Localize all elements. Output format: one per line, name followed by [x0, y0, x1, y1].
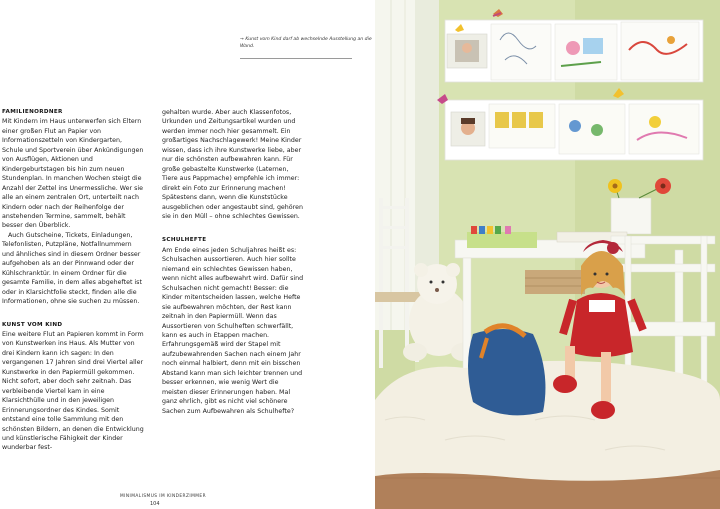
running-footer-title: MINIMALISMUS IM KINDERZIMMER [120, 494, 207, 499]
heading-kunst-vom-kind: KUNST VOM KIND [2, 321, 63, 328]
caption-text: Kunst vom Kind darf ab wechselnde Ausstellung an die Wand. [240, 37, 372, 49]
heading-schulhefte: SCHULHEFTE [162, 237, 207, 244]
paragraph: Auch Gutscheine, Tickets, Einladungen, Telefonlisten, Putzpläne, Notfallnummern und ähnliches sind in diesem Ordner besser aufgehoben als an der Pinnwand oder der Kühlschranktür. In einem Ordner für die gesamte Familie, in dem alles abgeheftet ist oder in Klarsichtfolie steckt, finden alle die Informationen, ohne sie suchen zu müssen. [2, 231, 142, 306]
page-number: 104 [150, 501, 160, 507]
fluffy-rug [375, 361, 720, 481]
photo-caption [240, 37, 375, 50]
paragraph: Mit Kindern im Haus unterwerfen sich Eltern einer großen Flut an Papier von Informationszetteln von Kindergarten, Schule und Sportverein über Ankündigungen von Ausflügen, Aktionen und Kindergeburtstagen bis hin zum neuen Stundenplan. In manchen Wochen steigt die Anzahl der Zettel ins Unermessliche. Wer sie alle an einem zentralen Ort, unterteilt nach Kindern oder nach der Reihenfolge der anstehenden Termine, sammelt, behält besser den Überblick. [2, 118, 144, 230]
heading-familienordner: FAMILIENORDNER [2, 109, 63, 115]
paragraph: Eine weitere Flut an Papieren kommt in Form von Kunstwerken ins Haus. Als Mutter von drei Kindern kann ich sagen: In den vergangenen 17 Jahren sind drei Viertel aller Kunstwerke in den Papiermüll gekommen. Nicht sofort, aber doch sehr zeitnah. Das verbleibende Viertel kam in eine Klarsichthülle und in den jeweiligen Erinnerungsordner des Kindes. Somit entstand eine tolle Sammlung mit den schönsten Bildern, an denen die Entwicklung und künstlerische Fähigkeit der Kinder wunderbar fest- [2, 330, 144, 452]
paragraph: Am Ende eines jeden Schuljahres heißt es: Schulsachen aussortieren. Auch hier sollte niemand ein schlechtes Gewissen haben, wenn nicht alles aufbewahrt wird. Dafür sind Schulsachen nicht gemacht! Besser: die Kinder mitentscheiden lassen, welche Hefte sie aufbewahren möchten, der Rest kann zeitnah in den Papiermüll. Wenn das Aussortieren von Schulheften schwerfällt, kann es auch in Etappen machen. Erfahrungsgemäß wird der Stapel mit aufzubewahrenden Sachen nach einem Jahr noch einmal halbiert, denn mit ein bisschen Abstand kann man sich leichter trennen und besser erkennen, wie wenig Wert die meisten dieser Erinnerungen haben. Mal ganz ehrlich, gibt es nicht viel schönere Sachen zum Aufbewahren als Schulhefte? [162, 246, 304, 415]
caption-rule [240, 58, 352, 59]
blue-bag [468, 326, 545, 415]
art-rail-top [445, 9, 703, 82]
text-column-right [162, 108, 304, 416]
paragraph: gehalten wurde. Aber auch Klassenfotos, Urkunden und Zeitungsartikel wurden und werden immer noch hier gesammelt. Ein großartiges Nachschlagewerk! Meine Kinder wissen, dass ich ihre Kunstwerke liebe, aber nur die schönsten aufbewahren kann. Für große gebastelte Kunstwerke (Laternen, Tiere aus Pappmache) empfehle ich immer: direkt ein Foto zur Erinnerung machen! Spätestens dann, wenn die Kunststücke ausgeblichen oder angestaubt sind, gehören sie in den Müll – ohne schlechtes Gewissen. [162, 109, 303, 220]
text-column-left [2, 108, 144, 453]
caption-arrow: → [240, 37, 244, 42]
kids-room-photo [375, 0, 720, 509]
